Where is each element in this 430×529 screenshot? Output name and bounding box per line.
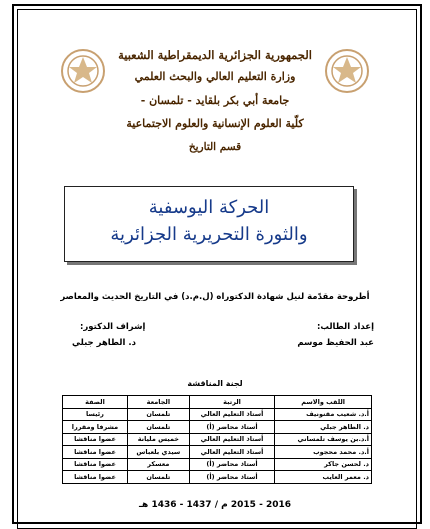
department-name: قسم التاريخ xyxy=(188,141,242,153)
member-role: عضوا مناقشا xyxy=(63,471,128,484)
supervisor-label: إشراف الدكتور: xyxy=(80,322,146,332)
prepared-by-label: إعداد الطالب: xyxy=(316,322,374,332)
member-role: عضوا مناقشا xyxy=(63,446,128,459)
supervisor-name: د. الطاهر جبلي xyxy=(72,338,136,348)
member-name: أ.د. محمد محجوب xyxy=(275,446,372,459)
member-rank: أستاذ التعليم العالي xyxy=(189,433,275,446)
member-name: أ.د.بن يوسف تلمساني xyxy=(275,433,372,446)
table-row xyxy=(63,458,372,471)
table-row xyxy=(63,471,372,484)
member-university: خميس مليانة xyxy=(127,433,189,446)
faculty-name: كلّية العلوم الإنسانية والعلوم الاجتماعية xyxy=(126,117,304,130)
member-university: سيدي بلعباس xyxy=(127,446,189,459)
member-name: أ.د. شعيب مقنونيف xyxy=(275,408,372,421)
member-name: د. لحسن جاكر xyxy=(275,458,372,471)
member-role: رئيسا xyxy=(63,408,128,421)
member-rank: أستاذ التعليم العالي xyxy=(189,446,275,459)
table-row xyxy=(63,433,372,446)
thesis-title-line2: والثورة التحريرية الجزائرية xyxy=(110,224,308,245)
col-header-rank: الرتبة xyxy=(189,396,275,409)
member-rank: أستاذ التعليم العالي xyxy=(189,408,275,421)
thesis-title-box xyxy=(64,186,354,262)
col-header-university: الجامعة xyxy=(127,396,189,409)
member-name: د. معمر العايب xyxy=(275,471,372,484)
thesis-description: أطروحة مقدّمة لنيل شهادة الدكتوراه (ل.م.د) في التاريخ الحديث والمعاصر xyxy=(60,292,370,302)
member-rank: أستاذ محاضر (أ) xyxy=(189,471,275,484)
member-rank: أستاذ محاضر (أ) xyxy=(189,458,275,471)
member-university: تلمسان xyxy=(127,471,189,484)
university-name: جامعة أبي بكر بلقايد - تلمسان - xyxy=(140,94,290,107)
col-header-role: الصفة xyxy=(63,396,128,409)
thesis-title-line1: الحركة اليوسفية xyxy=(148,197,270,218)
member-name: د. الطاهر جبلي xyxy=(275,421,372,434)
committee-table xyxy=(62,395,372,484)
table-row xyxy=(63,408,372,421)
ministry-name: وزارة التعليم العالي والبحث العلمي xyxy=(134,70,296,83)
academic-year: 2016 - 2015 م / 1437 - 1436 هـ xyxy=(138,500,292,510)
table-header-row xyxy=(63,396,372,409)
member-rank: أستاذ محاضر (أ) xyxy=(189,421,275,434)
member-role: عضوا مناقشا xyxy=(63,433,128,446)
student-name: عبد الحفيظ موسم xyxy=(297,338,374,348)
member-university: تلمسان xyxy=(127,421,189,434)
member-role: عضوا مناقشا xyxy=(63,458,128,471)
member-role: مشرفا ومقررا xyxy=(63,421,128,434)
republic-name: الجمهورية الجزائرية الديمقراطية الشعبية xyxy=(118,48,312,62)
col-header-name: اللقب والاسم xyxy=(275,396,372,409)
member-university: معسكر xyxy=(127,458,189,471)
member-university: تلمسان xyxy=(127,408,189,421)
committee-title: لجنة المناقشة xyxy=(187,379,243,388)
table-row xyxy=(63,446,372,459)
table-row xyxy=(63,421,372,434)
